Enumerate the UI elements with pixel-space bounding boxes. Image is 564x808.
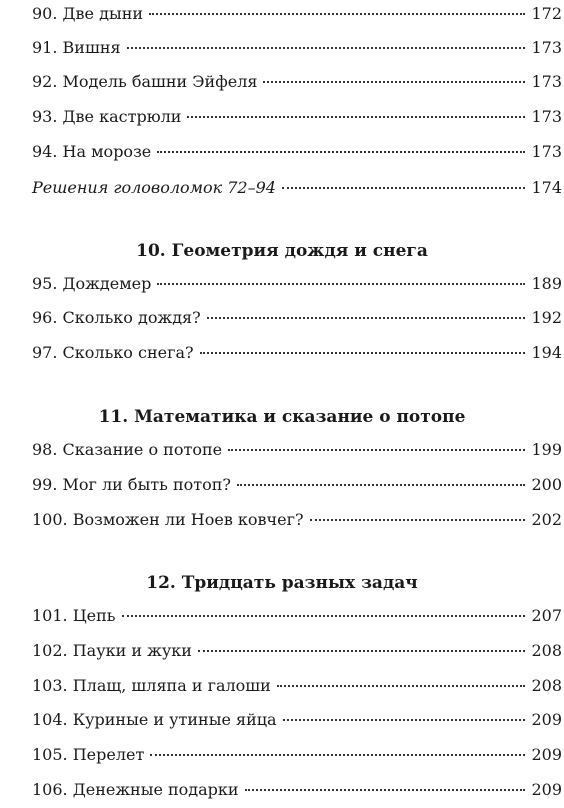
toc-entry[interactable] (32, 308, 562, 328)
toc-entry[interactable] (32, 107, 562, 127)
toc-leader-dots (149, 13, 525, 15)
toc-leader-dots (150, 754, 525, 756)
toc-leader-dots (207, 317, 526, 319)
toc-entry[interactable] (32, 274, 562, 294)
toc-entry-label: 104. Куриные и утиные яйца (32, 710, 277, 729)
toc-entry[interactable] (32, 641, 562, 661)
toc-leader-dots (127, 47, 526, 49)
toc-entry[interactable] (32, 710, 562, 730)
toc-entry-page: 173 (531, 142, 562, 161)
toc-entry-label: 96. Сколько дождя? (32, 308, 201, 327)
toc-leader-dots (263, 81, 525, 83)
toc-entry[interactable] (32, 475, 562, 495)
toc-entry-page: 202 (531, 510, 562, 529)
toc-leader-dots (157, 283, 525, 285)
toc-leader-dots (157, 151, 525, 153)
toc-entry-label: 90. Две дыни (32, 4, 144, 23)
toc-entry-page: 208 (531, 676, 562, 695)
toc-leader-dots (245, 789, 526, 791)
toc-entry-label: 105. Перелет (32, 745, 145, 764)
toc-entry[interactable] (32, 510, 562, 530)
toc-entry-page: 208 (531, 641, 562, 660)
toc-entry-label: 99. Мог ли быть потоп? (32, 475, 231, 494)
toc-entry[interactable] (32, 780, 562, 800)
toc-entry-page: 200 (531, 475, 562, 494)
toc-entry-label: 94. На морозе (32, 142, 152, 161)
section-title: 10. Геометрия дождя и снега (136, 241, 428, 261)
toc-entry-label: 92. Модель башни Эйфеля (32, 72, 258, 91)
toc-entry[interactable] (32, 745, 562, 765)
section-title: 11. Математика и сказание о потопе (98, 407, 466, 427)
toc-entry-label: 102. Пауки и жуки (32, 641, 192, 660)
toc-entry-label: 100. Возможен ли Ноев ковчег? (32, 510, 304, 529)
toc-leader-dots (228, 449, 525, 451)
toc-entry-label: 97. Сколько снега? (32, 343, 194, 362)
toc-entry[interactable] (32, 343, 562, 363)
toc-entry-label: 103. Плащ, шляпа и галоши (32, 676, 271, 695)
toc-entry-label: 91. Вишня (32, 38, 121, 57)
toc-leader-dots (310, 519, 526, 521)
toc-entry-label: 95. Дождемер (32, 274, 152, 293)
toc-entry[interactable] (32, 38, 562, 58)
toc-entry[interactable] (32, 142, 562, 162)
toc-leader-dots (282, 187, 526, 189)
section-title: 12. Тридцать разных задач (146, 573, 418, 593)
toc-leader-dots (283, 719, 526, 721)
toc-entry-label: 93. Две кастрюли (32, 107, 182, 126)
toc-entry[interactable] (32, 676, 562, 696)
toc-entry-page: 174 (531, 178, 562, 197)
toc-entry-page: 192 (531, 308, 562, 327)
toc-entry-page: 209 (531, 710, 562, 729)
toc-entry-label: Решения головоломок 72–94 (32, 178, 276, 197)
toc-leader-dots (122, 615, 526, 617)
toc-leader-dots (187, 116, 525, 118)
toc-entry[interactable] (32, 178, 562, 198)
toc-entry-label: 101. Цепь (32, 606, 116, 625)
toc-entry-label: 98. Сказание о потопе (32, 440, 223, 459)
toc-entry[interactable] (32, 440, 562, 460)
toc-entry-label: 106. Денежные подарки (32, 780, 239, 799)
toc-entry-page: 199 (531, 440, 562, 459)
toc-entry-page: 194 (531, 343, 562, 362)
toc-entry-page: 173 (531, 107, 562, 126)
toc-entry-page: 209 (531, 780, 562, 799)
toc-entry[interactable] (32, 4, 562, 24)
toc-entry-page: 207 (531, 606, 562, 625)
toc-entry-page: 172 (531, 4, 562, 23)
toc-entry-page: 173 (531, 38, 562, 57)
toc-leader-dots (198, 650, 526, 652)
toc-leader-dots (277, 685, 526, 687)
toc-entry[interactable] (32, 606, 562, 626)
toc-leader-dots (237, 484, 525, 486)
toc-entry-page: 189 (531, 274, 562, 293)
toc-entry[interactable] (32, 72, 562, 92)
toc-entry-page: 209 (531, 745, 562, 764)
toc-leader-dots (200, 352, 526, 354)
toc-entry-page: 173 (531, 72, 562, 91)
